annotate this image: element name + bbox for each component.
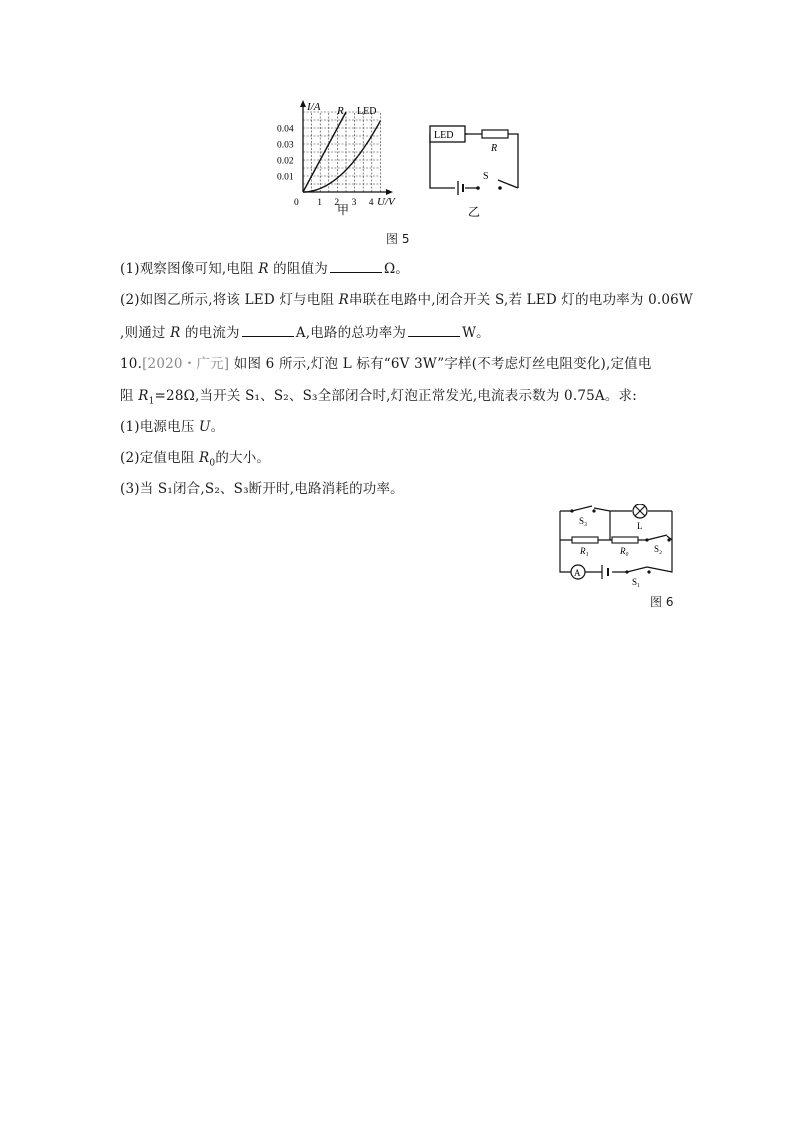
x-axis-arrow <box>386 189 393 195</box>
x-axis-label: U/V <box>377 196 395 208</box>
graph-grid <box>303 112 380 192</box>
graph-ticks <box>277 125 374 209</box>
y-axis-label: I/A <box>307 101 321 113</box>
figure6-caption: 图 6 <box>650 595 674 609</box>
switch-label: S <box>483 171 489 182</box>
q9-part2-line2-mid: 的电流为 <box>180 325 240 341</box>
figure5-caption: 图 5 <box>386 232 410 246</box>
fig6-label-ammeter: A <box>574 568 581 578</box>
x-tick-label: 0 <box>294 198 299 208</box>
curve-label-led: LED <box>357 106 377 117</box>
q10-item1-pre: (1)电源电压 <box>120 419 200 435</box>
switch-s1-contact <box>647 570 650 573</box>
fig6-label-r0: R₀ <box>620 546 629 556</box>
resistor-r1 <box>572 537 598 543</box>
q9-part1-var: R <box>258 261 269 277</box>
answer-blank-resistance[interactable] <box>330 259 382 273</box>
q10-line1 <box>120 355 652 373</box>
q10-item2 <box>120 449 270 473</box>
fig6-label-s2: S₂ <box>654 544 663 554</box>
q9-part2-line2-pre: ,则通过 <box>120 325 171 341</box>
q10-line2 <box>120 387 637 411</box>
circuit-sublabel: 乙 <box>468 205 481 219</box>
answer-blank-current[interactable] <box>242 323 294 337</box>
q9-part2-line2 <box>120 323 490 342</box>
series-line-led <box>303 121 380 192</box>
q9-part2-post: 串联在电路中,闭合开关 S,若 LED 灯的电功率为 0.06W <box>349 292 694 308</box>
q9-part1-unit: Ω。 <box>383 261 410 277</box>
fig6-label-r1: R₁ <box>580 546 589 556</box>
q10-item2-post: 的大小。 <box>215 450 271 466</box>
q10-line2-post: =28Ω,当开关 S₁、S₂、S₃全部闭合时,灯泡正常发光,电流表示数为 0.75A。求: <box>154 388 637 404</box>
curve-label-r: R <box>337 105 344 117</box>
q10-item3: (3)当 S₁闭合,S₂、S₃断开时,电路消耗的功率。 <box>120 481 404 497</box>
q10-item2-sub: 0 <box>209 458 216 469</box>
q9-part1 <box>120 259 409 278</box>
fig6-label-s1: S₁ <box>632 577 641 587</box>
q9-part2-unit1: A,电路的总功率为 <box>295 325 407 341</box>
resistor-r <box>482 130 508 138</box>
y-tick-label: 0.03 <box>277 140 294 151</box>
fig6-label-lamp: L <box>637 521 643 531</box>
switch-contact <box>498 186 502 190</box>
switch-pivot <box>476 186 480 190</box>
x-tick-label: 2 <box>334 198 340 208</box>
q10-item2-pre: (2)定值电阻 <box>120 450 200 466</box>
graph-sublabel: 甲 <box>337 203 350 217</box>
q9-part2-pre: (2)如图乙所示,将该 LED 灯与电阻 <box>120 292 339 308</box>
x-tick-label: 1 <box>317 198 322 208</box>
y-tick-label: 0.04 <box>277 124 294 135</box>
q10-item2-var: R <box>199 450 210 466</box>
y-axis-arrow <box>300 100 306 107</box>
q10-line2-pre: 阻 <box>120 388 139 404</box>
figure6-circuit <box>552 504 682 588</box>
switch-s2-blade <box>647 535 667 540</box>
switch-s1-blade <box>627 567 647 572</box>
q10-line2-sub: 1 <box>148 396 155 407</box>
figure5-graph-jia <box>275 96 405 220</box>
resistor-label: R <box>491 143 498 154</box>
y-tick-label: 0.02 <box>277 156 294 167</box>
q10-number: 10. <box>120 356 143 372</box>
q10-item1 <box>120 418 224 436</box>
q9-part2-line1 <box>120 291 693 309</box>
q10-line1-text: 如图 6 所示,灯泡 L 标有“6V 3W”字样(不考虑灯丝电阻变化),定值电 <box>229 356 652 372</box>
q9-part2-var: R <box>338 292 350 308</box>
switch-s3-blade <box>572 506 592 511</box>
q10-item1-post: 。 <box>210 419 225 435</box>
led-label: LED <box>434 130 454 141</box>
switch-s2-contact <box>667 538 670 541</box>
switch-s3-contact <box>592 509 595 512</box>
q9-part2-line2-var: R <box>170 325 181 341</box>
figure5-circuit-yi <box>420 118 530 222</box>
y-tick-label: 0.01 <box>277 172 294 183</box>
q10-line2-var: R <box>138 388 149 404</box>
q9-part2-unit2: W。 <box>462 325 490 341</box>
q10-source: [2020・广元] <box>142 356 230 372</box>
q10-item1-var: U <box>199 419 211 435</box>
q9-part1-pre: (1)观察图像可知,电阻 <box>120 261 259 277</box>
x-tick-label: 4 <box>368 198 374 208</box>
x-tick-label: 3 <box>351 198 357 208</box>
fig6-label-s3: S₃ <box>579 516 588 526</box>
answer-blank-power[interactable] <box>408 323 460 337</box>
q9-part1-post: 的阻值为 <box>268 261 328 277</box>
resistor-r0 <box>612 537 638 543</box>
